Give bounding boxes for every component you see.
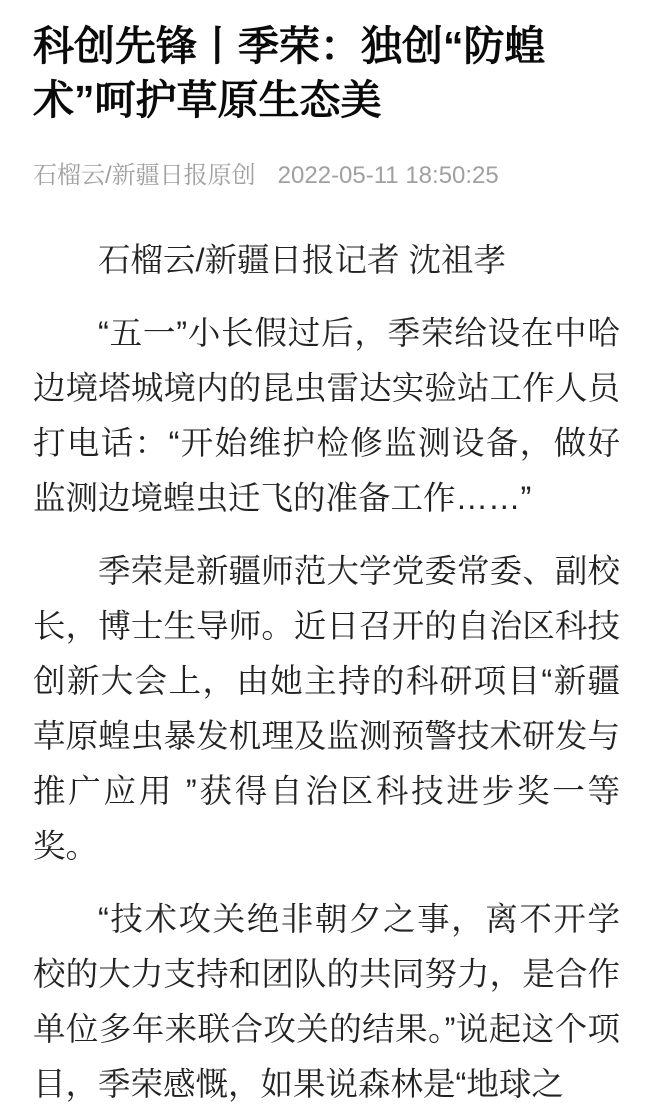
- article-meta: [33, 159, 620, 193]
- article-source: 石榴云/新疆日报原创: [33, 162, 256, 189]
- article-title: 科创先锋丨季荣：独创“防蝗术”呵护草原生态美: [33, 23, 546, 123]
- author-line: 石榴云/新疆日报记者 沈祖孝: [98, 242, 507, 278]
- publish-time: 2022-05-11 18:50:25: [277, 162, 499, 189]
- article-paragraph: 季荣是新疆师范大学党委常委、副校长，博士生导师。近日召开的自治区科技创新大会上，由她主持的科研项目“新疆草原蝗虫暴发机理及监测预警技术研发与推广应用 ”获得自治区科技进步奖一等奖。: [33, 553, 620, 864]
- article-paragraph: “五一”小长假过后，季荣给设在中哈边境塔城境内的昆虫雷达实验站工作人员打电话：“开始维护检修监测设备，做好监测边境蝗虫迁飞的准备工作……”: [33, 315, 620, 516]
- article-paragraph: “技术攻关绝非朝夕之事，离不开学校的大力支持和团队的共同努力，是合作单位多年来联合攻关的结果。”说起这个项目，季荣感慨，如果说森林是“地球之: [33, 901, 620, 1102]
- article-body: [33, 233, 620, 1112]
